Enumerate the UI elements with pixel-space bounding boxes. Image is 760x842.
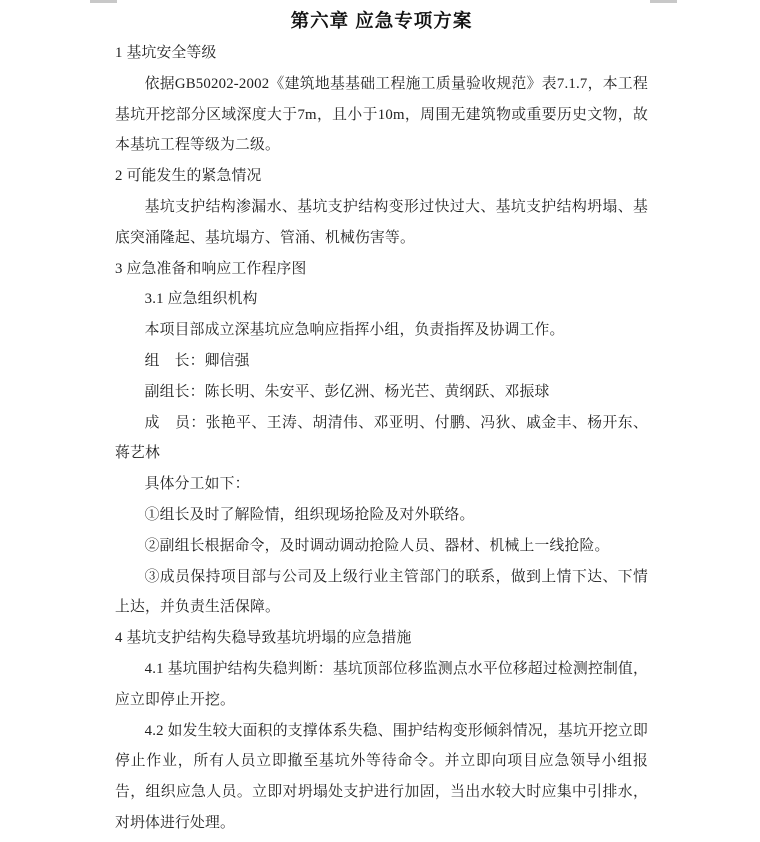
chapter-title: 第六章 应急专项方案 [290, 10, 473, 31]
line-duty-item-1: ①组长及时了解险情，组织现场抢险及对外联络。 [144, 506, 475, 523]
page-edge-artifact-right [650, 0, 677, 3]
paragraph-section-4-1: 4.1 基坑围护结构失稳判断：基坑顶部位移监测点水平位移超过检测控制值，应立即停止开挖。 [115, 660, 648, 708]
paragraph-command-group: 本项目部成立深基坑应急响应指挥小组，负责指挥及协调工作。 [144, 322, 565, 339]
page-edge-artifact-left [90, 0, 117, 3]
paragraph-duty-item-3: ③成员保持项目部与公司及上级行业主管部门的联系，做到上情下达、下情上达，并负责生活保障。 [115, 568, 648, 616]
heading-section-3-1: 3.1 应急组织机构 [144, 291, 258, 308]
line-duty-intro: 具体分工如下： [144, 476, 250, 493]
heading-section-2: 2 可能发生的紧急情况 [115, 168, 262, 185]
heading-section-1: 1 基坑安全等级 [115, 45, 217, 61]
heading-section-4: 4 基坑支护结构失稳导致基坑坍塌的应急措施 [115, 630, 412, 647]
line-members: 成 员：张艳平、王涛、胡清伟、邓亚明、付鹏、冯狄、戚金丰、杨开东、蒋艺林 [115, 414, 648, 462]
paragraph-section-1-basis: 依据GB50202-2002《建筑地基基础工程施工质量验收规范》表7.1.7，本工程基坑开挖部分区域深度大于7m，且小于10m，周围无建筑物或重要历史文物，故本基坑工程等级为二级。 [115, 75, 648, 154]
heading-section-3: 3 应急准备和响应工作程序图 [115, 260, 307, 277]
paragraph-section-2-risks: 基坑支护结构渗漏水、基坑支护结构变形过快过大、基坑支护结构坍塌、基底突涌隆起、基坑塌方、管涌、机械伤害等。 [115, 198, 648, 246]
line-duty-item-2: ②副组长根据命令，及时调动调动抢险人员、器材、机械上一线抢险。 [144, 537, 610, 554]
line-deputy-leaders: 副组长：陈长明、朱安平、彭亿洲、杨光芒、黄纲跃、邓振球 [144, 383, 550, 400]
paragraph-section-4-2: 4.2 如发生较大面积的支撑体系失稳、围护结构变形倾斜情况，基坑开挖立即停止作业，所有人员立即撤至基坑外等待命令。并立即向项目应急领导小组报告，组织应急人员。立即对坍塌处支护进行加固，当出水较大时应集中引排水，对坍体进行处理。 [115, 722, 648, 831]
document-body [115, 38, 648, 839]
line-group-leader: 组 长：卿信强 [144, 352, 250, 369]
